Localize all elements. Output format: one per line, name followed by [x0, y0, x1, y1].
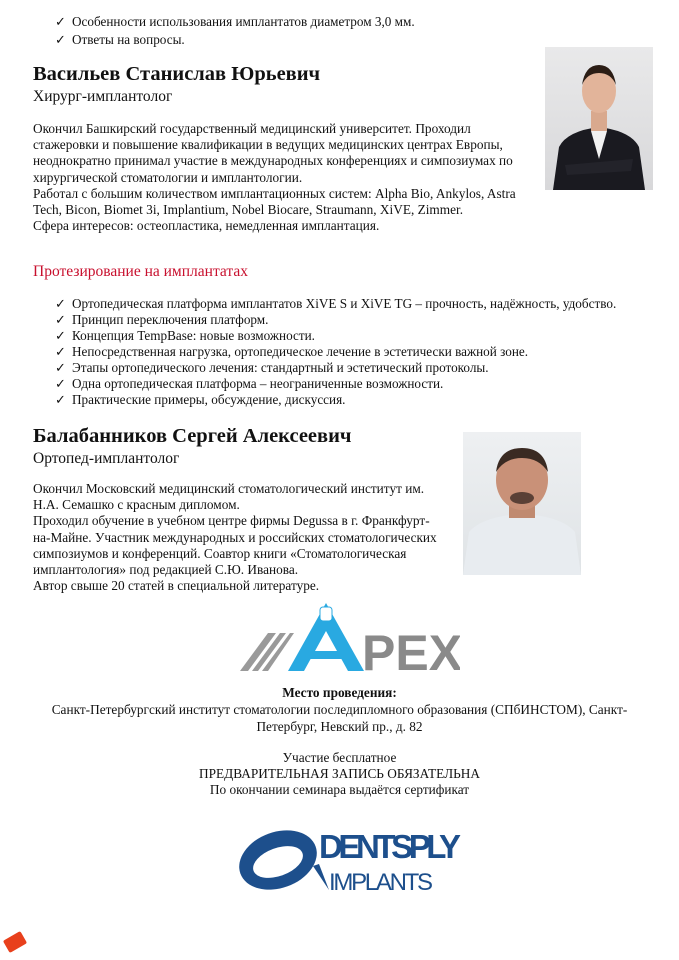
check-icon: ✓ [55, 376, 67, 391]
bullet-item: ✓ Принцип переключения платформ. [55, 312, 269, 327]
venue-label: Место проведения: [282, 685, 397, 700]
bullet-item: ✓ Ортопедическая платформа имплантатов XiVE S и XiVE TG – прочность, надёжность, удобство. [55, 296, 617, 311]
speaker2-photo [463, 432, 581, 575]
check-icon: ✓ [55, 392, 67, 407]
top-bullet-list [55, 14, 415, 48]
tag-icon [3, 931, 27, 953]
bullet-item: ✓ Одна ортопедическая платформа – неограниченные возможности. [55, 376, 444, 391]
section-title: Протезирование на имплантатах [33, 263, 248, 280]
dentsply-logo [233, 818, 463, 893]
speaker1-bio: Окончил Башкирский государственный медицинский университет. Проходил стажеровки и повышение квалификации в ведущих медицинских центрах Европы, неоднократно принимал участие в международных конференциях и симпозиумах по хирургической стоматологии и имплантологии. Работал с большим количеством имплантационных систем: Alpha Bio, Ankylos, Astra Tech, Bicon, Biomet 3i, Implantium, Nobel Biocare, Straumann, XiVE, Zimmer. Сфера интересов: остеопластика, немедленная имплантация. [33, 121, 516, 234]
speaker1-name: Васильев Станислав Юрьевич [33, 63, 321, 85]
dentsply-text: DENTSPLY [319, 828, 461, 865]
speaker2-role: Ортопед-имплантолог [33, 450, 180, 467]
apex-logo [240, 603, 460, 671]
speaker1-photo [545, 47, 653, 190]
check-icon: ✓ [55, 360, 67, 375]
check-icon: ✓ [55, 312, 67, 327]
bullet-item: ✓ Практические примеры, обсуждение, дискуссия. [55, 392, 346, 407]
check-icon: ✓ [55, 344, 67, 359]
implants-text: IMPLANTS [329, 869, 433, 893]
bullet-item: ✓ Этапы ортопедического лечения: стандартный и эстетический протоколы. [55, 360, 489, 375]
speaker1-role: Хирург-имплантолог [33, 88, 173, 105]
venue-address: Санкт-Петербургский институт стоматологии последипломного образования (СПбИНСТОМ), Санкт- Петербург, Невский пр., д. 82 [51, 702, 628, 734]
speaker2-bio: Окончил Московский медицинский стоматологический институт им. Н.А. Семашко с красным дипломом. Проходил обучение в учебном центре фирмы Degussa в г. Франкфурт- на-Майне. Участник международных и российских стоматологических симпозиумов и конференций. Соавтор книги «Стоматологическая имплантология» под редакцией С.Ю. Иванова. Автор свыше 20 статей в специальной литературе. [33, 481, 437, 594]
bullet-item: ✓ Непосредственная нагрузка, ортопедическое лечение в эстетически важной зоне. [55, 344, 529, 359]
speaker2-name: Балабанников Сергей Алексеевич [33, 425, 352, 447]
check-icon: ✓ [55, 14, 67, 29]
apex-logo-text: PEX [362, 625, 460, 671]
check-icon: ✓ [55, 296, 67, 311]
bullet-item: ✓ Концепция TempBase: новые возможности. [55, 328, 315, 343]
section-bullet-list [55, 296, 616, 408]
bullet-item: ✓ Ответы на вопросы. [55, 32, 185, 47]
bullet-item: ✓ Особенности использования имплантатов диаметром 3,0 мм. [55, 14, 415, 29]
check-icon: ✓ [55, 32, 67, 47]
notes: Участие бесплатное ПРЕДВАРИТЕЛЬНАЯ ЗАПИСЬ ОБЯЗАТЕЛЬНА По окончании семинара выдаётся сертификат [199, 750, 480, 797]
check-icon: ✓ [55, 328, 67, 343]
